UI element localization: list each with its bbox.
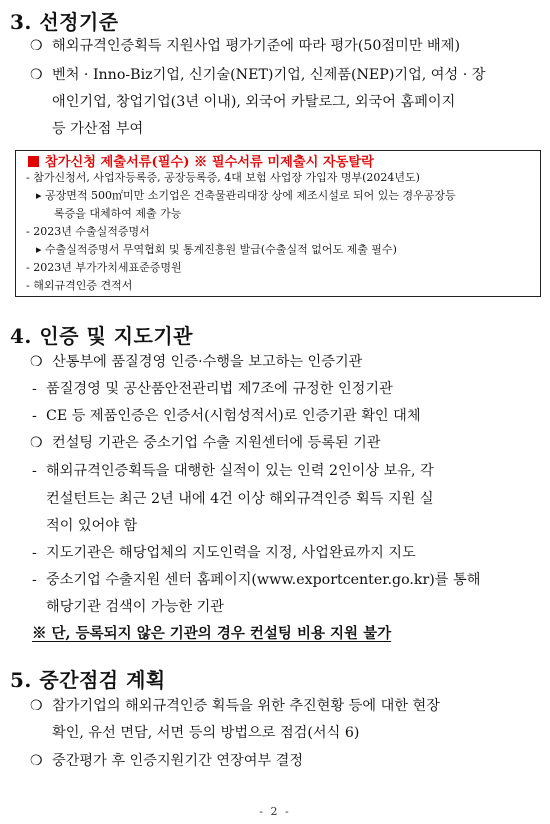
document-line: - 2023년 부가가치세표준증명원	[26, 261, 182, 274]
bullet-continuation: 등 가산점 부여	[52, 121, 144, 137]
circle-bullet-icon: ❍	[30, 435, 43, 451]
dash-item-continuation: 컨설턴트는 최근 2년 내에 4건 이상 해외규격인증 획득 지원 실	[46, 491, 434, 507]
bullet-text: 컨설팅 기관은 중소기업 수출 지원센터에 등록된 기관	[52, 435, 381, 451]
bullet-text: 해외규격인증획득 지원사업 평가기준에 따라 평가(50점미만 배제)	[52, 38, 461, 54]
circle-bullet-icon: ❍	[30, 354, 43, 370]
circle-bullet-icon: ❍	[30, 38, 43, 54]
required-documents-box	[15, 150, 541, 297]
red-square-icon	[28, 156, 39, 167]
bullet-text: 산통부에 품질경영 인증·수행을 보고하는 인증기관	[52, 354, 363, 370]
circle-bullet-icon: ❍	[30, 753, 43, 769]
document-page: 3. 선정기준 ❍ 해외규격인증획득 지원사업 평가기준에 따라 평가(50점미만 배제) ❍ 벤처 · Inno-Biz기업, 신기술(NET)기업, 신제품(NEP)기업, 여성 · 장 애인기업, 창업기업(3년 이내), 외국어 카탈로그, 외국어 홈페이지 등 가산점 부여 참가신청 제출서류(필수) ※ 필수서류 미제출시 자동탈락 - 참가신청서, 사업자등록증, 공장등록증, 4대 보험 사업장 가입자 명부(2024년도) ▸ 공장면적 500㎡미만 소기업은 건축물관리대장 상에 제조시설로 되어 있는 경우공장등 록증을 대체하여 제출 가능 - 2023년 수출실적증명서 ▸ 수출실적증명서 무역협회 및 통계진흥원 발급(수출실적 없어도 제출 필수) - 2023년 부가가치세표준증명원 - 해외규격인증 견적서 4. 인증 및 지도기관 ❍ 산통부에 품질경영 인증·수행을 보고하는 인증기관 - 품질경영 및 공산품안전관리법 제7조에 규정한 인정기관 - CE 등 제품인증은 인증서(시험성적서)로 인증기관 확인 대체 ❍ 컨설팅 기관은 중소기업 수출 지원센터에 등록된 기관 - 해외규격인증획득을 대행한 실적이 있는 인력 2인이상 보유, 각 컨설턴트는 최근 2년 내에 4건 이상 해외규격인증 획득 지원 실 적이 있어야 함 - 지도기관은 해당업체의 지도인력을 지정, 사업완료까지 지도 - 중소기업 수출지원 센터 홈페이지(www.exportcenter.go.kr)를 통해 해당기관 검색이 가능한 기관 ※ 단, 등록되지 않은 기관의 경우 컨설팅 비용 지원 불가 5. 중간점검 계획 ❍ 참가기업의 해외규격인증 획득을 위한 추진현황 등에 대한 현장 확인, 유선 면담, 서면 등의 방법으로 점검(서식 6) ❍ 중간평가 후 인증지원기간 연장여부 결정 - 2 -	[0, 0, 550, 824]
bullet-continuation: 확인, 유선 면담, 서면 등의 방법으로 점검(서식 6)	[52, 725, 360, 741]
bullet-text: 벤처 · Inno-Biz기업, 신기술(NET)기업, 신제품(NEP)기업, 여성 · 장	[52, 67, 486, 83]
dash-item-continuation: 적이 있어야 함	[46, 518, 138, 534]
circle-bullet-icon: ❍	[30, 67, 43, 83]
circle-bullet-icon: ❍	[30, 698, 43, 714]
section-5-title: 5. 중간점검 계획	[10, 668, 166, 692]
bullet-text: 참가기업의 해외규격인증 획득을 위한 추진현황 등에 대한 현장	[52, 698, 440, 714]
document-note-line-cont: 록증을 대체하여 제출 가능	[54, 207, 182, 220]
section-4-title: 4. 인증 및 지도기관	[10, 324, 194, 348]
document-note-line: ▸ 수출실적증명서 무역협회 및 통계진흥원 발급(수출실적 없어도 제출 필수)	[36, 243, 397, 256]
dash-item-continuation: 해당기관 검색이 가능한 기관	[46, 599, 224, 615]
document-line: - 2023년 수출실적증명서	[26, 225, 150, 238]
document-line: - 참가신청서, 사업자등록증, 공장등록증, 4대 보험 사업장 가입자 명부(2024년도)	[26, 171, 420, 184]
section-3-title: 3. 선정기준	[10, 10, 119, 34]
document-line: - 해외규격인증 견적서	[26, 279, 133, 292]
required-documents-title: 참가신청 제출서류(필수) ※ 필수서류 미제출시 자동탈락	[28, 151, 374, 170]
page-number: - 2 -	[259, 805, 291, 818]
bullet-continuation: 애인기업, 창업기업(3년 이내), 외국어 카탈로그, 외국어 홈페이지	[52, 94, 456, 110]
bullet-text: 중간평가 후 인증지원기간 연장여부 결정	[52, 753, 304, 769]
consulting-cost-note: ※ 단, 등록되지 않은 기관의 경우 컨설팅 비용 지원 불가	[32, 625, 392, 642]
document-note-line: ▸ 공장면적 500㎡미만 소기업은 건축물관리대장 상에 제조시설로 되어 있는 경우공장등	[36, 189, 456, 202]
